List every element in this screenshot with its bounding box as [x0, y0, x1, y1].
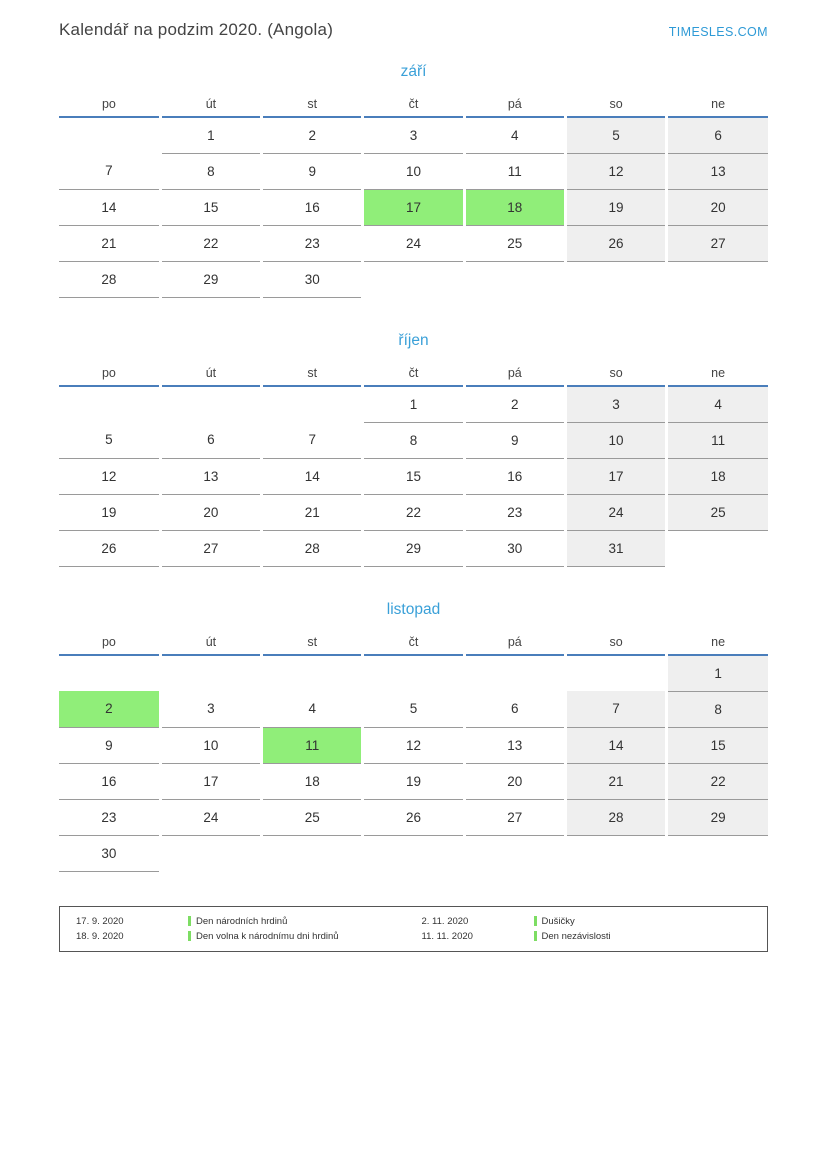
- day-cell[interactable]: 4: [667, 386, 768, 422]
- day-cell[interactable]: 16: [464, 458, 565, 494]
- week-row: [59, 727, 768, 763]
- day-cell[interactable]: 15: [160, 189, 261, 225]
- legend-entry: [68, 916, 414, 927]
- legend-entry: [414, 931, 760, 942]
- day-cell[interactable]: 11: [667, 422, 768, 458]
- day-cell-empty: [565, 261, 666, 297]
- day-cell[interactable]: 24: [565, 494, 666, 530]
- day-cell-empty: [59, 655, 160, 691]
- day-cell[interactable]: 31: [565, 530, 666, 566]
- day-cell[interactable]: 26: [59, 530, 160, 566]
- weekday-label-čt: čt: [363, 629, 464, 655]
- day-cell[interactable]: 17: [363, 189, 464, 225]
- day-cell[interactable]: 25: [464, 225, 565, 261]
- week-row: [59, 763, 768, 799]
- day-cell[interactable]: 16: [59, 763, 160, 799]
- day-cell[interactable]: 21: [262, 494, 363, 530]
- week-row: [59, 153, 768, 189]
- day-cell-empty: [262, 655, 363, 691]
- day-cell[interactable]: 11: [464, 153, 565, 189]
- day-cell-empty: [59, 386, 160, 422]
- day-cell[interactable]: 21: [565, 763, 666, 799]
- legend-holiday-name: Den nezávislosti: [541, 930, 611, 942]
- legend-color-swatch-icon: [188, 931, 191, 941]
- day-cell[interactable]: 1: [160, 117, 261, 153]
- weekday-label-čt: čt: [363, 91, 464, 117]
- legend-holiday-name: Den národních hrdinů: [196, 915, 288, 927]
- month-block-zari: [59, 62, 768, 298]
- day-cell[interactable]: 13: [160, 458, 261, 494]
- weekday-label-út: út: [160, 360, 261, 386]
- day-cell[interactable]: 18: [262, 763, 363, 799]
- legend-entry: [414, 916, 760, 927]
- day-cell[interactable]: 30: [59, 835, 160, 871]
- day-cell[interactable]: 6: [464, 691, 565, 727]
- day-cell-empty: [160, 655, 261, 691]
- day-cell[interactable]: 29: [160, 261, 261, 297]
- day-cell[interactable]: 12: [363, 727, 464, 763]
- month-grid: [59, 629, 768, 872]
- week-row: [59, 494, 768, 530]
- day-cell-empty: [160, 386, 261, 422]
- day-cell[interactable]: 16: [262, 189, 363, 225]
- legend-holiday-name: Dušičky: [541, 915, 575, 927]
- weekday-label-st: st: [262, 91, 363, 117]
- week-row: [59, 799, 768, 835]
- page-title: Kalendář na podzim 2020. (Angola): [59, 20, 334, 39]
- day-cell[interactable]: 15: [363, 458, 464, 494]
- weekday-label-po: po: [59, 91, 160, 117]
- day-cell[interactable]: 22: [363, 494, 464, 530]
- legend-date: 11. 11. 2020: [421, 930, 473, 942]
- day-cell[interactable]: 27: [667, 225, 768, 261]
- day-cell[interactable]: 1: [363, 386, 464, 422]
- day-cell[interactable]: 20: [667, 189, 768, 225]
- day-cell-empty: [565, 835, 666, 871]
- legend-row: [68, 914, 759, 928]
- day-cell[interactable]: 30: [262, 261, 363, 297]
- day-cell[interactable]: 2: [464, 386, 565, 422]
- day-cell[interactable]: 8: [160, 153, 261, 189]
- day-cell[interactable]: 28: [262, 530, 363, 566]
- day-cell[interactable]: 8: [667, 691, 768, 727]
- day-cell[interactable]: 18: [464, 189, 565, 225]
- day-cell-empty: [262, 386, 363, 422]
- day-cell[interactable]: 27: [464, 799, 565, 835]
- day-cell[interactable]: 19: [565, 189, 666, 225]
- day-cell-empty: [464, 655, 565, 691]
- month-title: listopad: [386, 601, 441, 618]
- weekday-header-row: [59, 360, 768, 386]
- week-row: [59, 691, 768, 727]
- week-row: [59, 458, 768, 494]
- day-cell-empty: [667, 835, 768, 871]
- weekday-label-pá: pá: [464, 91, 565, 117]
- day-cell[interactable]: 6: [667, 117, 768, 153]
- day-cell-empty: [363, 655, 464, 691]
- legend-color-swatch-icon: [534, 931, 537, 941]
- day-cell-empty: [363, 835, 464, 871]
- day-cell[interactable]: 23: [262, 225, 363, 261]
- day-cell[interactable]: 14: [565, 727, 666, 763]
- day-cell-empty: [667, 530, 768, 566]
- day-cell[interactable]: 25: [667, 494, 768, 530]
- day-cell[interactable]: 12: [59, 458, 160, 494]
- day-cell[interactable]: 4: [464, 117, 565, 153]
- month-title: říjen: [398, 332, 429, 349]
- day-cell[interactable]: 11: [262, 727, 363, 763]
- week-row: [59, 117, 768, 153]
- day-cell[interactable]: 20: [160, 494, 261, 530]
- weekday-label-ne: ne: [667, 91, 768, 117]
- calendar-table: [59, 91, 768, 298]
- day-cell[interactable]: 29: [667, 799, 768, 835]
- day-cell[interactable]: 10: [160, 727, 261, 763]
- weekday-label-po: po: [59, 629, 160, 655]
- day-cell[interactable]: 3: [565, 386, 666, 422]
- day-cell[interactable]: 27: [160, 530, 261, 566]
- day-cell-empty: [464, 261, 565, 297]
- day-cell-empty: [667, 261, 768, 297]
- month-grid: [59, 360, 768, 567]
- weekday-label-ne: ne: [667, 360, 768, 386]
- day-cell[interactable]: 5: [59, 422, 160, 458]
- week-row: [59, 422, 768, 458]
- day-cell[interactable]: 22: [160, 225, 261, 261]
- week-row: [59, 189, 768, 225]
- legend-color-swatch-icon: [534, 916, 537, 926]
- day-cell[interactable]: 9: [464, 422, 565, 458]
- calendar-table: [59, 629, 768, 872]
- day-cell[interactable]: 30: [464, 530, 565, 566]
- day-cell[interactable]: 17: [565, 458, 666, 494]
- day-cell[interactable]: 7: [59, 153, 160, 189]
- day-cell[interactable]: 5: [363, 691, 464, 727]
- weekday-label-so: so: [565, 629, 666, 655]
- legend-entry: [68, 931, 414, 942]
- weekday-label-po: po: [59, 360, 160, 386]
- week-row: [59, 655, 768, 691]
- day-cell[interactable]: 20: [464, 763, 565, 799]
- weekday-label-ne: ne: [667, 629, 768, 655]
- brand-label: TIMESLES.COM: [668, 25, 768, 39]
- page-header: [0, 0, 827, 58]
- day-cell[interactable]: 6: [160, 422, 261, 458]
- day-cell[interactable]: 24: [363, 225, 464, 261]
- legend-holiday-name: Den volna k národnímu dni hrdinů: [196, 930, 339, 942]
- day-cell[interactable]: 3: [160, 691, 261, 727]
- weekday-label-st: st: [262, 360, 363, 386]
- month-block-rijen: [59, 331, 768, 567]
- weekday-label-st: st: [262, 629, 363, 655]
- day-cell[interactable]: 19: [59, 494, 160, 530]
- month-block-listopad: [59, 600, 768, 872]
- day-cell[interactable]: 8: [363, 422, 464, 458]
- week-row: [59, 225, 768, 261]
- day-cell[interactable]: 7: [565, 691, 666, 727]
- day-cell[interactable]: 2: [59, 691, 160, 727]
- day-cell-empty: [565, 655, 666, 691]
- weekday-label-čt: čt: [363, 360, 464, 386]
- day-cell[interactable]: 9: [59, 727, 160, 763]
- day-cell[interactable]: 18: [667, 458, 768, 494]
- day-cell[interactable]: 3: [363, 117, 464, 153]
- day-cell[interactable]: 13: [667, 153, 768, 189]
- weekday-header-row: [59, 91, 768, 117]
- day-cell[interactable]: 23: [464, 494, 565, 530]
- calendar-table: [59, 360, 768, 567]
- legend-date: 17. 9. 2020: [76, 915, 124, 927]
- day-cell-empty: [464, 835, 565, 871]
- day-cell-empty: [363, 261, 464, 297]
- day-cell[interactable]: 14: [59, 189, 160, 225]
- legend-color-swatch-icon: [188, 916, 191, 926]
- day-cell[interactable]: 24: [160, 799, 261, 835]
- day-cell[interactable]: 28: [59, 261, 160, 297]
- week-row: [59, 386, 768, 422]
- week-row: [59, 835, 768, 871]
- day-cell-empty: [262, 835, 363, 871]
- weekday-label-pá: pá: [464, 360, 565, 386]
- day-cell[interactable]: 28: [565, 799, 666, 835]
- day-cell[interactable]: 22: [667, 763, 768, 799]
- day-cell[interactable]: 26: [363, 799, 464, 835]
- day-cell[interactable]: 25: [262, 799, 363, 835]
- day-cell[interactable]: 19: [363, 763, 464, 799]
- day-cell[interactable]: 7: [262, 422, 363, 458]
- legend-row: [68, 929, 759, 943]
- weekday-label-út: út: [160, 91, 261, 117]
- day-cell[interactable]: 9: [262, 153, 363, 189]
- week-row: [59, 261, 768, 297]
- day-cell[interactable]: 2: [262, 117, 363, 153]
- month-grid: [59, 91, 768, 298]
- day-cell[interactable]: 29: [363, 530, 464, 566]
- day-cell[interactable]: 14: [262, 458, 363, 494]
- day-cell[interactable]: 12: [565, 153, 666, 189]
- weekday-label-pá: pá: [464, 629, 565, 655]
- day-cell[interactable]: 10: [565, 422, 666, 458]
- weekday-label-so: so: [565, 360, 666, 386]
- day-cell[interactable]: 17: [160, 763, 261, 799]
- day-cell[interactable]: 26: [565, 225, 666, 261]
- day-cell[interactable]: 13: [464, 727, 565, 763]
- weekday-header-row: [59, 629, 768, 655]
- weekday-label-so: so: [565, 91, 666, 117]
- day-cell[interactable]: 10: [363, 153, 464, 189]
- legend: [59, 906, 768, 952]
- weekday-label-út: út: [160, 629, 261, 655]
- legend-date: 18. 9. 2020: [76, 930, 124, 942]
- month-title: září: [400, 63, 427, 80]
- week-row: [59, 530, 768, 566]
- day-cell-empty: [59, 117, 160, 153]
- day-cell[interactable]: 15: [667, 727, 768, 763]
- day-cell[interactable]: 23: [59, 799, 160, 835]
- day-cell-empty: [160, 835, 261, 871]
- day-cell[interactable]: 1: [667, 655, 768, 691]
- day-cell[interactable]: 4: [262, 691, 363, 727]
- legend-date: 2. 11. 2020: [421, 915, 469, 927]
- day-cell[interactable]: 5: [565, 117, 666, 153]
- day-cell[interactable]: 21: [59, 225, 160, 261]
